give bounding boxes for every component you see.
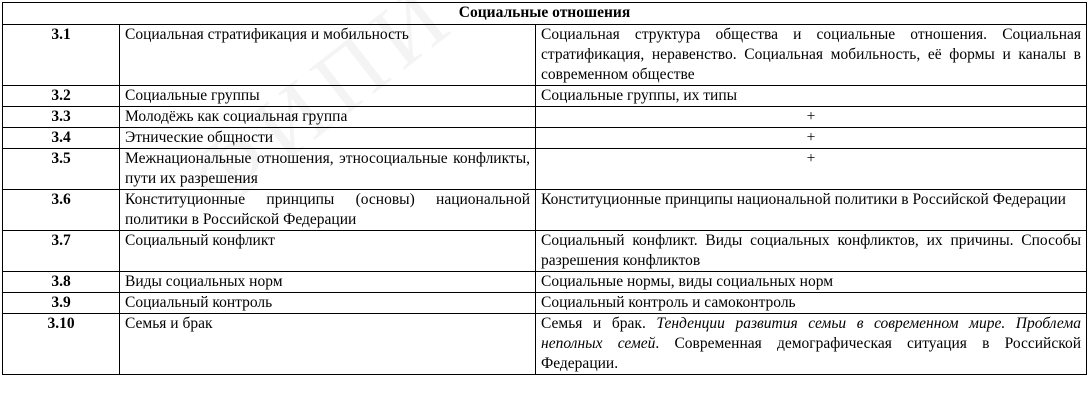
section-header-row [3,3,1087,25]
row-content [536,314,1087,375]
table-row [3,231,1087,272]
row-content: Конституционные принципы национальной политики в Российской Федерации [536,190,1087,231]
row-number: 3.3 [3,107,120,128]
row-topic: Виды социальных норм [120,272,536,293]
row-topic: Социальные группы [120,86,536,107]
table-row [3,107,1087,128]
row-content: + [536,107,1087,128]
row-content: Социальная структура общества и социальные отношения. Социальная стратификация, неравенство. Социальная мобильность, её формы и каналы в современном обществе [536,25,1087,86]
row-topic: Межнациональные отношения, этносоциальные конфликты, пути их разрешения [120,149,536,190]
row-number: 3.5 [3,149,120,190]
table-row [3,272,1087,293]
row-number: 3.1 [3,25,120,86]
table-row [3,25,1087,86]
table-row [3,86,1087,107]
row-topic: Конституционные принципы (основы) национальной политики в Российской Федерации [120,190,536,231]
row-content: + [536,149,1087,190]
row-topic: Социальная стратификация и мобильность [120,25,536,86]
row-number: 3.7 [3,231,120,272]
row-number: 3.9 [3,293,120,314]
content-text: . Современная демографическая ситуация в Российской Федерации. [541,335,1081,372]
table-row [3,293,1087,314]
row-number: 3.10 [3,314,120,375]
table-row [3,128,1087,149]
content-text-italic: Тенденции развития семьи в современном мире. Проблема неполных семей [541,315,1081,352]
row-topic: Этнические общности [120,128,536,149]
row-content: + [536,128,1087,149]
row-content: Социальные нормы, виды социальных норм [536,272,1087,293]
row-content: Социальный конфликт. Виды социальных конфликтов, их причины. Способы разрешения конфликтов [536,231,1087,272]
section-title: Социальные отношения [3,3,1087,25]
table-row [3,149,1087,190]
table-row [3,190,1087,231]
row-number: 3.2 [3,86,120,107]
table-row [3,314,1087,375]
row-number: 3.6 [3,190,120,231]
row-content: Социальные группы, их типы [536,86,1087,107]
row-topic: Семья и брак [120,314,536,375]
row-topic: Социальный конфликт [120,231,536,272]
row-content: Социальный контроль и самоконтроль [536,293,1087,314]
row-number: 3.8 [3,272,120,293]
row-topic: Социальный контроль [120,293,536,314]
codifier-table [2,2,1087,375]
row-number: 3.4 [3,128,120,149]
content-text: Семья и брак. [541,315,657,332]
row-topic: Молодёжь как социальная группа [120,107,536,128]
